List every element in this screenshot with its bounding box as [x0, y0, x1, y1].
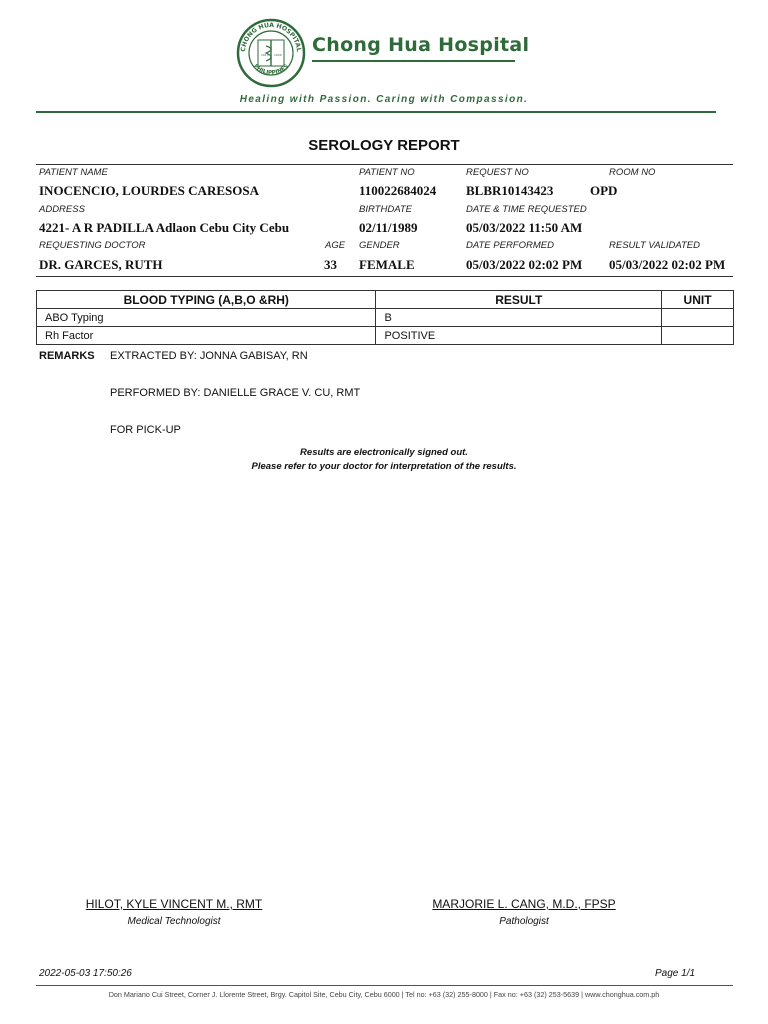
header-divider [36, 111, 716, 113]
pathologist-signatory-name: MARJORIE L. CANG, M.D., FPSP [432, 897, 616, 911]
medtech-signatory-name: HILOT, KYLE VINCENT M., RMT [85, 897, 263, 911]
doctor-interpretation-note: Please refer to your doctor for interpretation of the results. [251, 461, 517, 472]
page-number: Page 1/1 [655, 968, 696, 979]
results-header-row [37, 291, 734, 309]
patient-name-value: INOCENCIO, LOURDES CARESOSA [39, 183, 259, 198]
results-table [36, 290, 734, 345]
test-name-cell: ABO Typing [37, 309, 376, 327]
result-cell: POSITIVE [376, 327, 662, 345]
unit-cell [662, 309, 734, 327]
patient-info-top-divider [36, 164, 733, 165]
patient-no-label: PATIENT NO [359, 167, 415, 178]
birthdate-label: BIRTHDATE [359, 204, 412, 215]
result-validated-value: 05/03/2022 02:02 PM [609, 257, 726, 272]
seal-text-top: CHONG HUA HOSPITAL [239, 21, 303, 53]
gender-label: GENDER [359, 240, 400, 251]
remarks-label: REMARKS [39, 350, 95, 362]
unit-column-header: UNIT [662, 291, 734, 309]
birthdate-value: 02/11/1989 [359, 220, 418, 235]
requesting-doctor-label: REQUESTING DOCTOR [39, 240, 146, 251]
address-value: 4221- A R PADILLA Adlaon Cebu City Cebu [39, 220, 290, 235]
pathologist-signatory-title: Pathologist [499, 916, 549, 927]
date-time-requested-label: DATE & TIME REQUESTED [466, 204, 587, 215]
print-timestamp: 2022-05-03 17:50:26 [39, 968, 132, 979]
requesting-doctor-value: DR. GARCES, RUTH [39, 257, 163, 272]
room-no-value: OPD [590, 183, 618, 198]
result-cell: B [376, 309, 662, 327]
age-value: 33 [324, 257, 337, 272]
result-validated-label: RESULT VALIDATED [609, 240, 700, 251]
footer-address: Don Mariano Cui Street, Corner J. Llorente Street, Brgy. Capitol Site, Cebu City, Cebu 6000 | Tel no: +63 (32) 255-8000 | Fax no: +63 (32) 253-5639 | www.chonghua.com.ph [108, 990, 660, 999]
seal-text-bottom: PHILIPPINES [252, 63, 290, 77]
test-column-header: BLOOD TYPING (A,B,O &RH) [37, 291, 376, 309]
hospital-tagline: Healing with Passion. Caring with Compassion. [239, 94, 529, 105]
table-row [37, 327, 734, 345]
test-name-cell: Rh Factor [37, 327, 376, 345]
request-no-value: BLBR10143423 [466, 183, 554, 198]
patient-info-bottom-divider [36, 276, 733, 277]
date-performed-value: 05/03/2022 02:02 PM [466, 257, 583, 272]
date-performed-label: DATE PERFORMED [466, 240, 554, 251]
date-time-requested-value: 05/03/2022 11:50 AM [466, 220, 583, 235]
result-column-header: RESULT [376, 291, 662, 309]
unit-cell [662, 327, 734, 345]
medtech-signatory-title: Medical Technologist [127, 916, 221, 927]
remark-extracted-by: EXTRACTED BY: JONNA GABISAY, RN [110, 350, 308, 362]
report-title: SEROLOGY REPORT [308, 137, 460, 154]
hospital-name: Chong Hua Hospital [312, 34, 530, 56]
address-label: ADDRESS [39, 204, 85, 215]
request-no-label: REQUEST NO [466, 167, 529, 178]
room-no-label: ROOM NO [609, 167, 656, 178]
age-label: AGE [325, 240, 346, 251]
hospital-seal-logo [236, 18, 306, 88]
table-row [37, 309, 734, 327]
remark-for-pickup: FOR PICK-UP [110, 424, 181, 436]
footer-divider [36, 985, 733, 986]
patient-no-value: 110022684024 [359, 183, 437, 198]
seal-year-left: 1913 [261, 53, 269, 57]
hospital-name-underline [312, 60, 515, 62]
seal-year-right: 1920 [274, 53, 282, 57]
remark-performed-by: PERFORMED BY: DANIELLE GRACE V. CU, RMT [110, 387, 361, 399]
gender-value: FEMALE [359, 257, 415, 272]
electronic-signout-note: Results are electronically signed out. [300, 447, 468, 458]
patient-name-label: PATIENT NAME [39, 167, 108, 178]
